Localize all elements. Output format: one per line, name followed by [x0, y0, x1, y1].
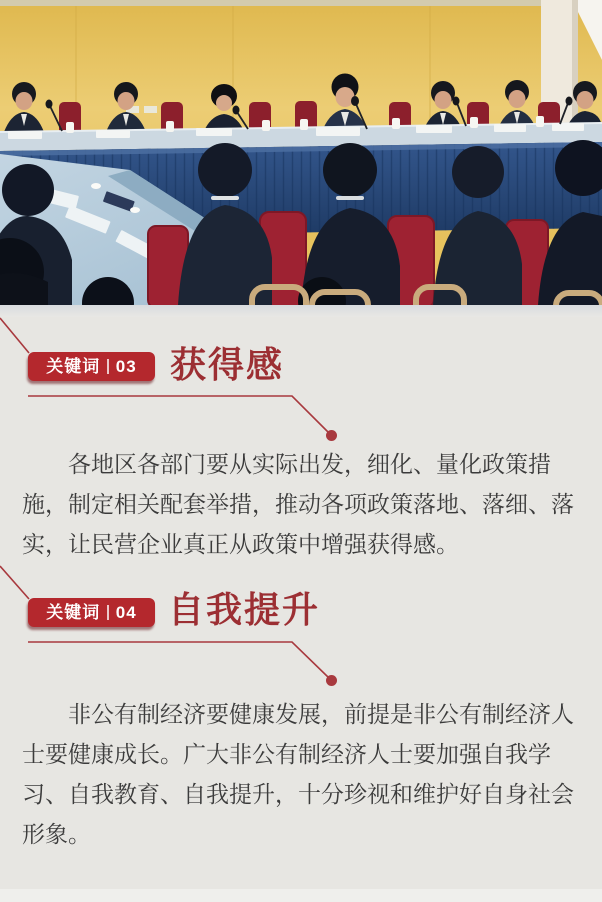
meeting-photo — [0, 0, 602, 305]
keyword-badge-04 — [28, 598, 155, 627]
section-paragraph-03: 各地区各部门要从实际出发，细化、量化政策措施，制定相关配套举措，推动各项政策落地、落细、落实，让民营企业真正从政策中增强获得感。 — [22, 451, 574, 557]
badge-divider — [107, 359, 109, 374]
keyword-badge-number: 03 — [115, 357, 137, 376]
section-title-04: 自我提升 — [168, 590, 321, 630]
section-title-03: 获得感 — [170, 345, 285, 385]
keyword-badge-label: 关键词 — [46, 357, 101, 376]
keyword-badge-number: 04 — [115, 603, 137, 622]
keyword-badge-03 — [28, 352, 155, 381]
keyword-badge-label: 关键词 — [46, 603, 101, 622]
photo-divider — [0, 305, 602, 317]
badge-divider — [107, 605, 109, 620]
meeting-photo-illustration — [0, 0, 602, 305]
section-paragraph-04: 非公有制经济要健康发展，前提是非公有制经济人士要健康成长。广大非公有制经济人士要加强自我学习、自我教育、自我提升，十分珍视和维护好自身社会形象。 — [22, 701, 574, 847]
bottom-strip — [0, 889, 602, 902]
